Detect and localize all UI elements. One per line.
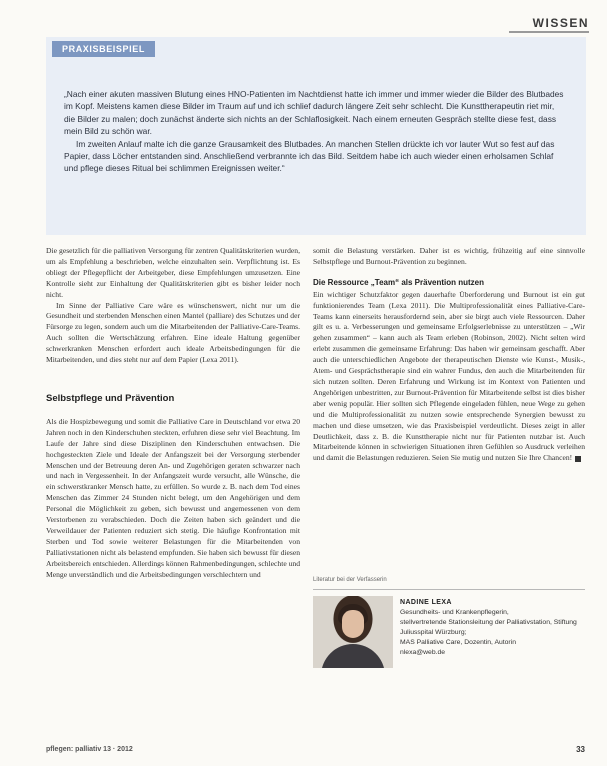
section-tag-rule (509, 31, 589, 33)
body-paragraph: Die gesetzlich für die palliativen Versorgung für zentren Qualitätskriterien wurden, um als Empfehlung a beschrieben, welche einzuhalten sein. Verpflichtung ist. Es obliegt der Pflegepflicht der Arbeitgeber, diese Empfehlungen umzusetzen. Eine Kontrolle sieht zur Einhaltung der Qualitätskriterien gibt es bisher leider noch nicht. (46, 246, 300, 299)
body-paragraph: Als die Hospizbewegung und somit die Palliative Care in Deutschland vor etwa 20 Jahren noch in den Kinderschuhen steckten, erfuhren diese sehr viel Beachtung. Im Laufe der Jahre sind diese Disziplinen den Kinderschuhen entwachsen. Die hochgesteckten Ziele und Ideale der Anfangszeit bei der Versorgung sterbender Menschen und der Betreuung deren An- und Zugehörigen geraten schwarzer nach und nach in Vergessenheit. In der Anfangszeit wurde versucht, alle Wünsche, die ein schwerstkranker Mensch hatte, zu erfüllen. So wurde z. B. nach dem Tod eines Menschen das Zimmer 24 Stunden nicht belegt, um den Angehörigen und dem Personal die Möglichkeit zu geben, sich bewusst und angemessenen von dem Verstorbenen zu verabschieden. Doch die Zeiten haben sich geändert und die Verweildauer der Patienten reduziert sich stetig. Die häufige Konfrontation mit Sterben und Tod sowie weiterer Belastungen für die Mitarbeitenden von Palliativstationen nicht als belastend empfunden. Sie haben sich bewusst für diesen Arbeitsbereich entschieden. Allerdings können Rahmenbedingungen, schlechte und Menge unverständlich und die Arbeitsbedingungen verschlechtern und (46, 416, 300, 579)
section-heading: Die Ressource „Team“ als Prävention nutzen (313, 277, 485, 287)
example-quote (64, 88, 564, 175)
body-paragraph (313, 290, 585, 465)
author-line: stellvertretende Stationsleitung der Palliativstation, Stiftung Juliusspital Würzburg; (400, 619, 577, 636)
body-paragraph: Im Sinne der Palliative Care wäre es wünschenswert, nicht nur um die Gesundheit und sterbenden Menschen einen Mantel (palliare) des Schutzes und der Fürsorge zu legen, sondern auch um die Mitarbeitenden der Palliative-Care-Teams. Auch sollten die Wertschätzung erfahren. Eine ideale Haltung gegenüber schwerkranken Menschen erfordert auch ideale Arbeitsbedingungen für die Mitarbeitenden, und dies steht nur auf dem Papier (Lexa 2011). (46, 300, 300, 365)
section-heading: Selbstpflege und Prävention (46, 392, 175, 404)
right-column (313, 246, 585, 464)
author-email[interactable]: nlexa@web.de (400, 649, 446, 656)
end-mark-icon (575, 456, 581, 462)
photo-face (342, 610, 364, 638)
author-line: Gesundheits- und Krankenpflegerin, (400, 609, 509, 616)
body-paragraph: somit die Belastung verstärken. Daher ist es wichtig, frühzeitig auf eine sinnvolle Selbstpflege und Burnout-Prävention zu beginnen. (313, 246, 585, 266)
author-divider (313, 589, 585, 590)
author-line: MAS Palliative Care, Dozentin, Autorin (400, 639, 516, 646)
literature-note: Literatur bei der Verfasserin (313, 577, 387, 583)
spacer (46, 366, 300, 380)
footer-publication: pflegen: palliativ 13 · 2012 (46, 746, 133, 753)
quote-paragraph: „Nach einer akuten massiven Blutung eines HNO-Patienten im Nachtdienst hatte ich immer und immer wieder die Bilder des Blutbades im Kopf. Meistens kamen diese Bilder im Traum auf und ich schlief dadurch längere Zeit sehr schlecht. Die Kunsttherapeutin riet mir, die Bilder zu malen; doch zunächst änderte sich nichts an der Schlaflosigkeit. Nach einem erneuten Gespräch stellte diese fest, dass mein Bild zu schön war. (64, 89, 564, 137)
example-label: PRAXISBEISPIEL (52, 41, 155, 57)
author-photo (313, 596, 393, 668)
quote-paragraph: Im zweiten Anlauf malte ich die ganze Grausamkeit des Blutbades. An manchen Stellen drückte ich vor lauter Wut so fest auf das Papier, dass Löcher entstanden sind. Anschließend verbrannte ich das Bild. Seitdem habe ich auch wieder einen erholsamen Schlaf und pflege dieses Ritual bei schlimmen Ereignissen weiter.“ (64, 138, 555, 174)
left-column (46, 246, 300, 580)
author-bio (400, 598, 585, 658)
section-tag: WISSEN (532, 16, 589, 30)
body-text: Ein wichtiger Schutzfaktor gegen dauerhafte Überforderung und Burnout ist ein gut funktionierendes Team (Lexa 2011). Die Multiprofessionalität eines Palliative-Care-Teams kann einerseits herausfordernd sein, aber sie birgt auch viele Ressourcen. Daher gilt es u. a. Verbesserungen und gemeinsame Erfolgserlebnisse zu unterstützen – „Wir gehen zusammen“ – kann auch als Team erleben (Robinson, 2002). Nicht selten wird erlebt zusammen die gemeinsame Erfahrung: Das haben wir gemeinsam geschafft. Aber auch die unterschiedlichen Angebote der therapeutischen Dienste wie Kunst-, Musik-, Atem- und Gesprächstherapie sind ein wahrer Fundus, den auch die Mitarbeitenden für sich nutzen sollten. Deren Erfahrung und Wirkung ist im Kontext von Patienten und Angehörigen unbestritten, zur Burnout-Prävention für Mitarbeitende selbst ist dies bisher aber wenig populär. Hier sollten sich Pflegende eingeladen fühlen, neue Wege zu gehen und die Multiprofessionalität zu nutzen sowie entsprechende Synergien bewusst zu machen und diese umsetzen, wie das Praxisbeispiel verdeutlicht. Dieses zeigt in aller Deutlichkeit, dass z. B. die Kunsttherapie nicht nur für Patienten nutzbar ist. Auch Mitarbeitende können in schwierigen Situationen ihren Gefühlen so Ausdruck verleihen und damit die Belastungen reduzieren. Seien Sie mutig und nutzen Sie Ihre Chancen! (313, 289, 585, 463)
author-name: NADINE LEXA (400, 599, 452, 606)
page-number: 33 (576, 745, 585, 754)
photo-shoulders (321, 644, 385, 668)
